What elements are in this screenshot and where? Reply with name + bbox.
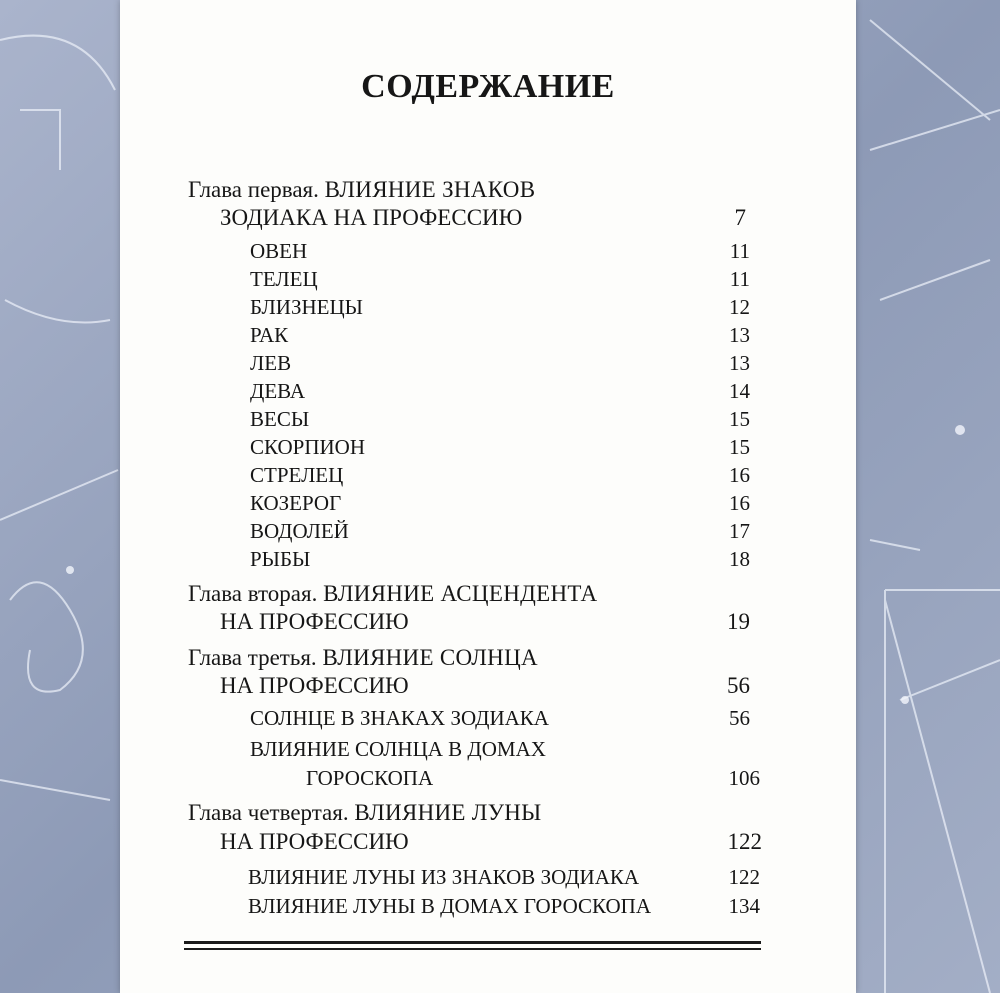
toc-item-page: 11 bbox=[729, 239, 750, 263]
chapter-4-name: Глава четвертая. bbox=[188, 800, 349, 825]
toc-item-label: ВЛИЯНИЕ СОЛНЦА В ДОМАХ bbox=[250, 737, 546, 761]
toc-item-page: 15 bbox=[729, 407, 750, 431]
toc-item-page: 122 bbox=[728, 865, 760, 889]
toc-item-label: СОЛНЦЕ В ЗНАКАХ ЗОДИАКА bbox=[250, 706, 549, 730]
chapter-1-page: 7 bbox=[734, 205, 746, 230]
chapter-2-name: Глава вторая. bbox=[188, 581, 318, 606]
toc-item-page: 18 bbox=[729, 547, 750, 571]
chapter-3-title-line2: НА ПРОФЕССИЮ bbox=[220, 673, 409, 698]
chapter-4-heading bbox=[188, 801, 542, 824]
toc-item-page: 106 bbox=[728, 766, 760, 790]
toc-item-label: ТЕЛЕЦ bbox=[250, 267, 318, 291]
chapter-4-title-line2: НА ПРОФЕССИЮ bbox=[220, 829, 409, 854]
chapter-1-title-line2: ЗОДИАКА НА ПРОФЕССИЮ bbox=[220, 205, 523, 230]
chapter-2-heading bbox=[188, 582, 597, 605]
toc-item-page: 134 bbox=[728, 894, 760, 918]
toc-item-page: 12 bbox=[729, 295, 750, 319]
toc-item-label: ЛЕВ bbox=[250, 351, 292, 375]
toc-item-label: РАК bbox=[250, 323, 289, 347]
contents-page bbox=[120, 0, 856, 993]
chapter-3-heading bbox=[188, 646, 538, 669]
chapter-1-name: Глава первая. bbox=[188, 177, 319, 202]
chapter-4-title-line1: ВЛИЯНИЕ ЛУНЫ bbox=[354, 800, 542, 825]
page-title: СОДЕРЖАНИЕ bbox=[361, 68, 615, 105]
toc-item-label: ВЛИЯНИЕ ЛУНЫ В ДОМАХ ГОРОСКОПА bbox=[248, 894, 651, 918]
toc-item-page: 16 bbox=[729, 491, 750, 515]
chapter-2-page: 19 bbox=[727, 609, 750, 634]
toc-item-label: СТРЕЛЕЦ bbox=[250, 463, 344, 487]
toc-item-page: 56 bbox=[729, 706, 750, 730]
toc-item-page: 13 bbox=[729, 323, 750, 347]
toc-item-page: 15 bbox=[729, 435, 750, 459]
toc-item-label: ВОДОЛЕЙ bbox=[250, 519, 349, 543]
toc-item-page: 16 bbox=[729, 463, 750, 487]
chapter-4-page: 122 bbox=[727, 829, 762, 854]
toc-item-label-continued: ГОРОСКОПА bbox=[306, 766, 434, 790]
toc-item-page: 11 bbox=[729, 267, 750, 291]
footer-rule-thick bbox=[184, 941, 761, 944]
chapter-3-page: 56 bbox=[727, 673, 750, 698]
toc-item-label: БЛИЗНЕЦЫ bbox=[250, 295, 363, 319]
chapter-3-title-line1: ВЛИЯНИЕ СОЛНЦА bbox=[322, 645, 538, 670]
toc-item-label: РЫБЫ bbox=[250, 547, 311, 571]
toc-item-label: ДЕВА bbox=[250, 379, 306, 403]
chapter-3-name: Глава третья. bbox=[188, 645, 317, 670]
chapter-1-heading bbox=[188, 178, 535, 201]
toc-item-page: 13 bbox=[729, 351, 750, 375]
chapter-2-title-line2: НА ПРОФЕССИЮ bbox=[220, 609, 409, 634]
toc-item-page: 17 bbox=[729, 519, 750, 543]
chapter-2-title-line1: ВЛИЯНИЕ АСЦЕНДЕНТА bbox=[323, 581, 598, 606]
chapter-1-title-line1: ВЛИЯНИЕ ЗНАКОВ bbox=[324, 177, 536, 202]
toc-item-label: СКОРПИОН bbox=[250, 435, 365, 459]
toc-item-label: КОЗЕРОГ bbox=[250, 491, 342, 515]
toc-item-label: ОВЕН bbox=[250, 239, 308, 263]
footer-rule-thin bbox=[184, 948, 761, 950]
toc-item-label: ВЕСЫ bbox=[250, 407, 310, 431]
toc-item-page: 14 bbox=[729, 379, 750, 403]
toc-item-label: ВЛИЯНИЕ ЛУНЫ ИЗ ЗНАКОВ ЗОДИАКА bbox=[248, 865, 640, 889]
